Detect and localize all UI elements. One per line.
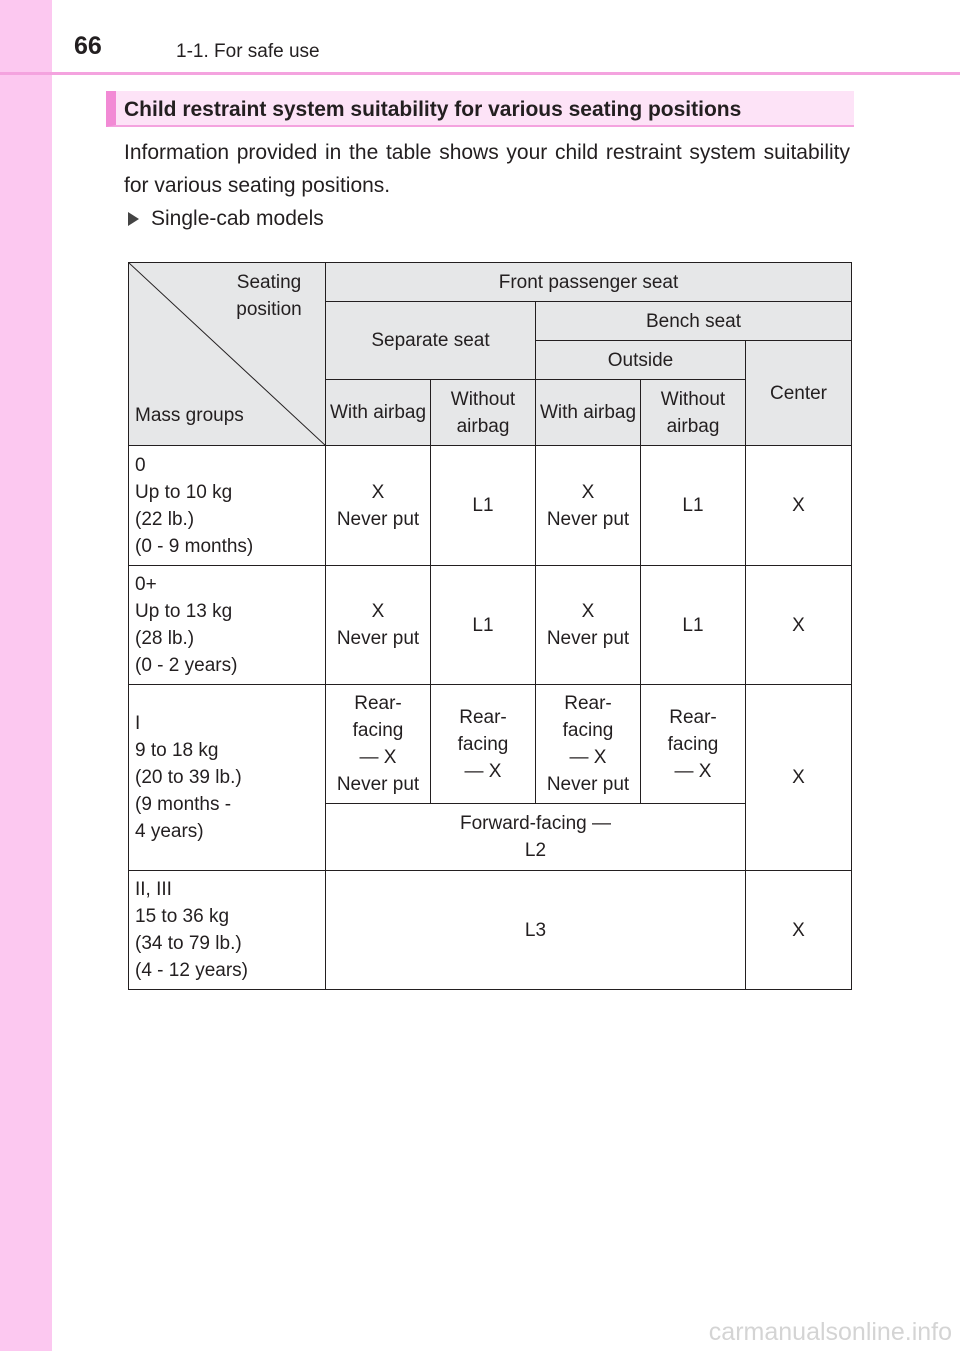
center-header: Center	[746, 341, 852, 446]
watermark-text: carmanualsonline.info	[708, 1318, 952, 1346]
cell: X	[746, 685, 852, 871]
page-number: 66	[74, 32, 102, 60]
table-corner-header	[129, 263, 326, 446]
cell: X	[746, 566, 852, 685]
without-airbag-header: Without airbag	[431, 380, 536, 446]
table-row	[129, 566, 852, 685]
cell: Rear- facing — X Never put	[326, 685, 431, 804]
cell: X Never put	[326, 566, 431, 685]
cell: L1	[431, 446, 536, 566]
mass-group-cell: 0+ Up to 13 kg (28 lb.) (0 - 2 years)	[129, 566, 326, 685]
bullet-item	[128, 207, 324, 231]
mass-group-cell: II, III 15 to 36 kg (34 to 79 lb.) (4 - 12 years)	[129, 871, 326, 990]
cell: X Never put	[536, 566, 641, 685]
with-airbag-header: With airbag	[536, 380, 641, 446]
outside-header: Outside	[536, 341, 746, 380]
triangle-bullet-icon	[128, 212, 139, 226]
section-title: Child restraint system suitability for various seating positions	[124, 98, 742, 121]
mass-group-cell: I 9 to 18 kg (20 to 39 lb.) (9 months - 4 years)	[129, 685, 326, 871]
section-breadcrumb: 1-1. For safe use	[176, 41, 320, 62]
with-airbag-header: With airbag	[326, 380, 431, 446]
front-passenger-header: Front passenger seat	[326, 263, 852, 302]
separate-seat-header: Separate seat	[326, 302, 536, 380]
cell: Rear- facing — X	[431, 685, 536, 804]
mass-group-cell: 0 Up to 10 kg (22 lb.) (0 - 9 months)	[129, 446, 326, 566]
table-row	[129, 685, 852, 804]
bullet-text: Single-cab models	[151, 207, 324, 230]
cell: L1	[641, 446, 746, 566]
intro-paragraph: Information provided in the table shows your child restraint system suitability for various seating positions.	[124, 141, 850, 197]
cell: X	[746, 871, 852, 990]
cell: X Never put	[326, 446, 431, 566]
cell: X Never put	[536, 446, 641, 566]
bench-seat-header: Bench seat	[536, 302, 852, 341]
cell: Rear- facing — X	[641, 685, 746, 804]
table-row	[129, 446, 852, 566]
forward-facing-cell: Forward-facing — L2	[326, 804, 746, 871]
header-rule	[0, 72, 960, 75]
suitability-table	[128, 262, 852, 990]
without-airbag-header: Without airbag	[641, 380, 746, 446]
cell: L1	[641, 566, 746, 685]
cell: Rear- facing — X Never put	[536, 685, 641, 804]
cell: L3	[326, 871, 746, 990]
corner-seating-position: Seating position	[236, 272, 302, 320]
cell: L1	[431, 566, 536, 685]
left-margin-band	[0, 0, 52, 1351]
table-row	[129, 871, 852, 990]
corner-mass-groups: Mass groups	[135, 405, 244, 426]
cell: X	[746, 446, 852, 566]
